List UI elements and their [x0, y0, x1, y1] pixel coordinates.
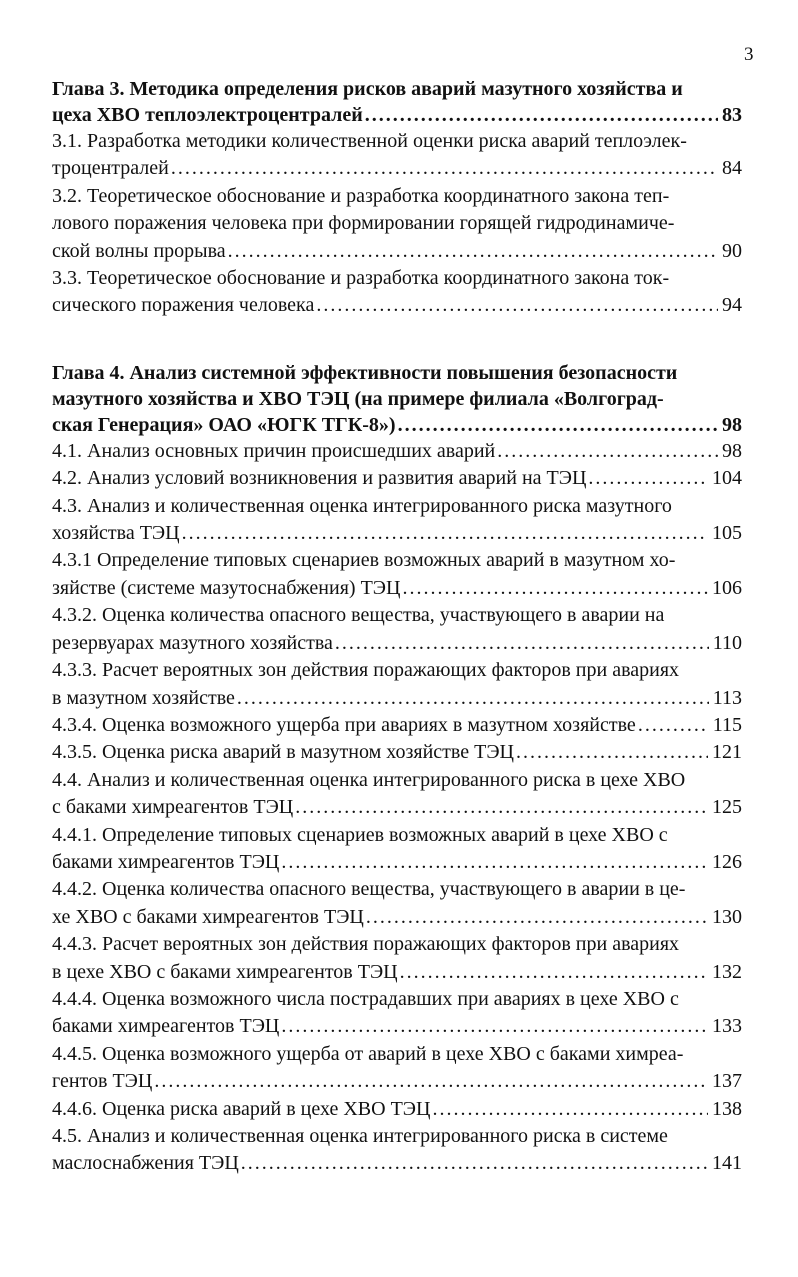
dot-leader — [295, 794, 708, 821]
toc-entry-last-line — [52, 904, 742, 931]
toc-entry-last-line — [52, 959, 742, 986]
toc-entry-page-number: 138 — [712, 1097, 742, 1120]
toc-entry — [52, 1041, 742, 1096]
toc-entry-page-number: 137 — [712, 1070, 742, 1093]
toc-entry-page-number: 90 — [722, 239, 742, 262]
toc-entry-line: 3.3. Теоретическое обоснование и разработка координатного закона ток- — [52, 267, 670, 290]
toc-entry — [52, 602, 742, 657]
dot-leader — [400, 959, 708, 986]
toc-entry — [52, 183, 742, 265]
toc-entry-title: баками химреагентов ТЭЦ — [52, 1015, 280, 1038]
toc-entry-page-number: 94 — [722, 294, 742, 317]
toc-entry-title: резервуарах мазутного хозяйства — [52, 631, 333, 654]
toc-entry — [52, 465, 742, 492]
toc-entry-title: 4.4.6. Оценка риска аварий в цехе ХВО ТЭЦ — [52, 1097, 431, 1120]
toc-entry — [52, 986, 742, 1041]
toc-entry-title: сического поражения человека — [52, 294, 315, 317]
toc-entry-title: в цехе ХВО с баками химреагентов ТЭЦ — [52, 960, 398, 983]
dot-leader — [497, 438, 718, 465]
dot-leader — [398, 412, 718, 438]
toc-entry — [52, 493, 742, 548]
toc-entry-title: маслоснабжения ТЭЦ — [52, 1152, 239, 1175]
toc-entry-line: 4.4.5. Оценка возможного ущерба от аварий в цехе ХВО с баками химреа- — [52, 1042, 684, 1065]
toc-entry — [52, 712, 742, 739]
toc-entry-title: зяйстве (системе мазутоснабжения) ТЭЦ — [52, 576, 401, 599]
toc-entry-title: хе ХВО с баками химреагентов ТЭЦ — [52, 905, 364, 928]
toc-entry-title: троцентралей — [52, 157, 169, 180]
toc-entry-page-number: 121 — [712, 741, 742, 764]
toc-entry-last-line — [52, 849, 742, 876]
toc-entry-last-line — [52, 1096, 742, 1123]
dot-leader — [281, 849, 708, 876]
toc-entry-page-number: 83 — [722, 104, 742, 126]
toc-entry-page-number: 133 — [712, 1015, 742, 1038]
toc-entry-line: 4.3.2. Оценка количества опасного вещества, участвующего в аварии на — [52, 604, 665, 627]
dot-leader — [335, 630, 709, 657]
toc-entry-title: 4.2. Анализ условий возникновения и развития аварий на ТЭЦ — [52, 467, 587, 490]
page-number: 3 — [744, 44, 754, 65]
toc-entry-page-number: 141 — [712, 1152, 742, 1175]
toc-entry-page-number: 104 — [712, 467, 742, 490]
toc-entry — [52, 767, 742, 822]
toc-entry-line: Глава 4. Анализ системной эффективности повышения безопасности — [52, 361, 678, 384]
dot-leader — [516, 739, 708, 766]
toc-entry-line: 4.3.1 Определение типовых сценариев возможных аварий в мазутном хо- — [52, 549, 676, 572]
dot-leader — [366, 904, 708, 931]
toc-entry — [52, 265, 742, 320]
toc-entry-page-number: 105 — [712, 522, 742, 545]
toc-chapter-entry — [52, 360, 742, 438]
toc-entry-page-number: 98 — [722, 413, 742, 436]
toc-entry-line: лового поражения человека при формировании горящей гидродинамиче- — [52, 212, 675, 235]
dot-leader — [638, 712, 709, 739]
toc-entry-page-number: 130 — [712, 905, 742, 928]
toc-entry — [52, 1123, 742, 1178]
toc-entry-last-line — [52, 238, 742, 265]
toc-entry-last-line — [52, 1068, 742, 1095]
toc-entry-line: 4.4.4. Оценка возможного числа пострадавших при авариях в цехе ХВО с — [52, 987, 679, 1010]
toc-entry — [52, 931, 742, 986]
toc-entry-last-line — [52, 712, 742, 739]
toc-entry-last-line — [52, 739, 742, 766]
toc-entry-last-line — [52, 412, 742, 438]
toc-entry-page-number: 84 — [722, 157, 742, 180]
dot-leader — [154, 1068, 708, 1095]
toc-entry-last-line — [52, 438, 742, 465]
toc-entry-line: 3.1. Разработка методики количественной оценки риска аварий теплоэлек- — [52, 130, 687, 152]
toc-entry-page-number: 125 — [712, 796, 742, 819]
toc-entry-last-line — [52, 465, 742, 492]
toc-entry-page-number: 126 — [712, 850, 742, 873]
toc-entry-last-line — [52, 102, 742, 128]
toc-entry-last-line — [52, 155, 742, 182]
toc-entry-title: с баками химреагентов ТЭЦ — [52, 796, 294, 819]
toc-entry — [52, 128, 742, 183]
toc-entry-title: цеха ХВО теплоэлектроцентралей — [52, 104, 363, 126]
toc-entry-page-number: 113 — [712, 686, 742, 709]
toc-entry-title: ская Генерация» ОАО «ЮГК ТГК-8») — [52, 413, 396, 436]
dot-leader — [237, 685, 709, 712]
dot-leader — [241, 1150, 708, 1177]
dot-leader — [316, 292, 718, 319]
toc-entry-line: 4.4.1. Определение типовых сценариев возможных аварий в цехе ХВО с — [52, 823, 668, 846]
toc-entry-title: 4.1. Анализ основных причин происшедших аварий — [52, 439, 496, 462]
toc-section — [52, 76, 742, 320]
toc-entry-last-line — [52, 292, 742, 319]
toc-entry-last-line — [52, 575, 742, 602]
table-of-contents — [52, 76, 742, 1178]
toc-entry-title: гентов ТЭЦ — [52, 1070, 153, 1093]
toc-entry-page-number: 106 — [712, 576, 742, 599]
toc-entry — [52, 739, 742, 766]
toc-entry-line: 4.3.3. Расчет вероятных зон действия поражающих факторов при авариях — [52, 659, 680, 682]
toc-entry — [52, 1096, 742, 1123]
toc-entry-line: 4.4.2. Оценка количества опасного вещества, участвующего в аварии в це- — [52, 878, 686, 901]
toc-entry — [52, 657, 742, 712]
toc-entry-last-line — [52, 794, 742, 821]
toc-entry-page-number: 98 — [722, 439, 742, 462]
toc-entry-line: мазутного хозяйства и ХВО ТЭЦ (на примере филиала «Волгоград- — [52, 387, 664, 410]
toc-entry-page-number: 132 — [712, 960, 742, 983]
toc-entry-page-number: 115 — [712, 713, 742, 736]
toc-entry-last-line — [52, 520, 742, 547]
toc-entry-title: ской волны прорыва — [52, 239, 226, 262]
toc-entry-title: в мазутном хозяйстве — [52, 686, 235, 709]
dot-leader — [402, 575, 708, 602]
toc-entry-line: 4.4.3. Расчет вероятных зон действия поражающих факторов при авариях — [52, 933, 680, 956]
dot-leader — [432, 1096, 708, 1123]
dot-leader — [182, 520, 708, 547]
toc-entry-title: 4.3.4. Оценка возможного ущерба при авариях в мазутном хозяйстве — [52, 713, 636, 736]
toc-entry-line: 3.2. Теоретическое обоснование и разработка координатного закона теп- — [52, 184, 670, 207]
toc-chapter-entry — [52, 76, 742, 128]
toc-entry-last-line — [52, 1013, 742, 1040]
toc-entry — [52, 438, 742, 465]
toc-entry-last-line — [52, 630, 742, 657]
toc-entry-line: 4.3. Анализ и количественная оценка интегрированного риска мазутного — [52, 494, 672, 517]
dot-leader — [281, 1013, 708, 1040]
toc-entry-line: 4.5. Анализ и количественная оценка интегрированного риска в системе — [52, 1125, 668, 1147]
toc-entry-last-line — [52, 685, 742, 712]
dot-leader — [365, 102, 718, 128]
toc-entry-title: хозяйства ТЭЦ — [52, 522, 180, 545]
toc-entry-line: 4.4. Анализ и количественная оценка интегрированного риска в цехе ХВО — [52, 768, 686, 791]
toc-entry-title: баками химреагентов ТЭЦ — [52, 850, 280, 873]
toc-entry-last-line — [52, 1150, 742, 1177]
toc-entry-title: 4.3.5. Оценка риска аварий в мазутном хозяйстве ТЭЦ — [52, 741, 514, 764]
toc-entry-page-number: 110 — [712, 631, 742, 654]
dot-leader — [171, 155, 718, 182]
dot-leader — [588, 465, 708, 492]
dot-leader — [228, 238, 718, 265]
toc-entry — [52, 876, 742, 931]
toc-section — [52, 360, 742, 1178]
toc-entry — [52, 822, 742, 877]
toc-entry-line: Глава 3. Методика определения рисков аварий мазутного хозяйства и — [52, 78, 683, 100]
toc-entry — [52, 547, 742, 602]
